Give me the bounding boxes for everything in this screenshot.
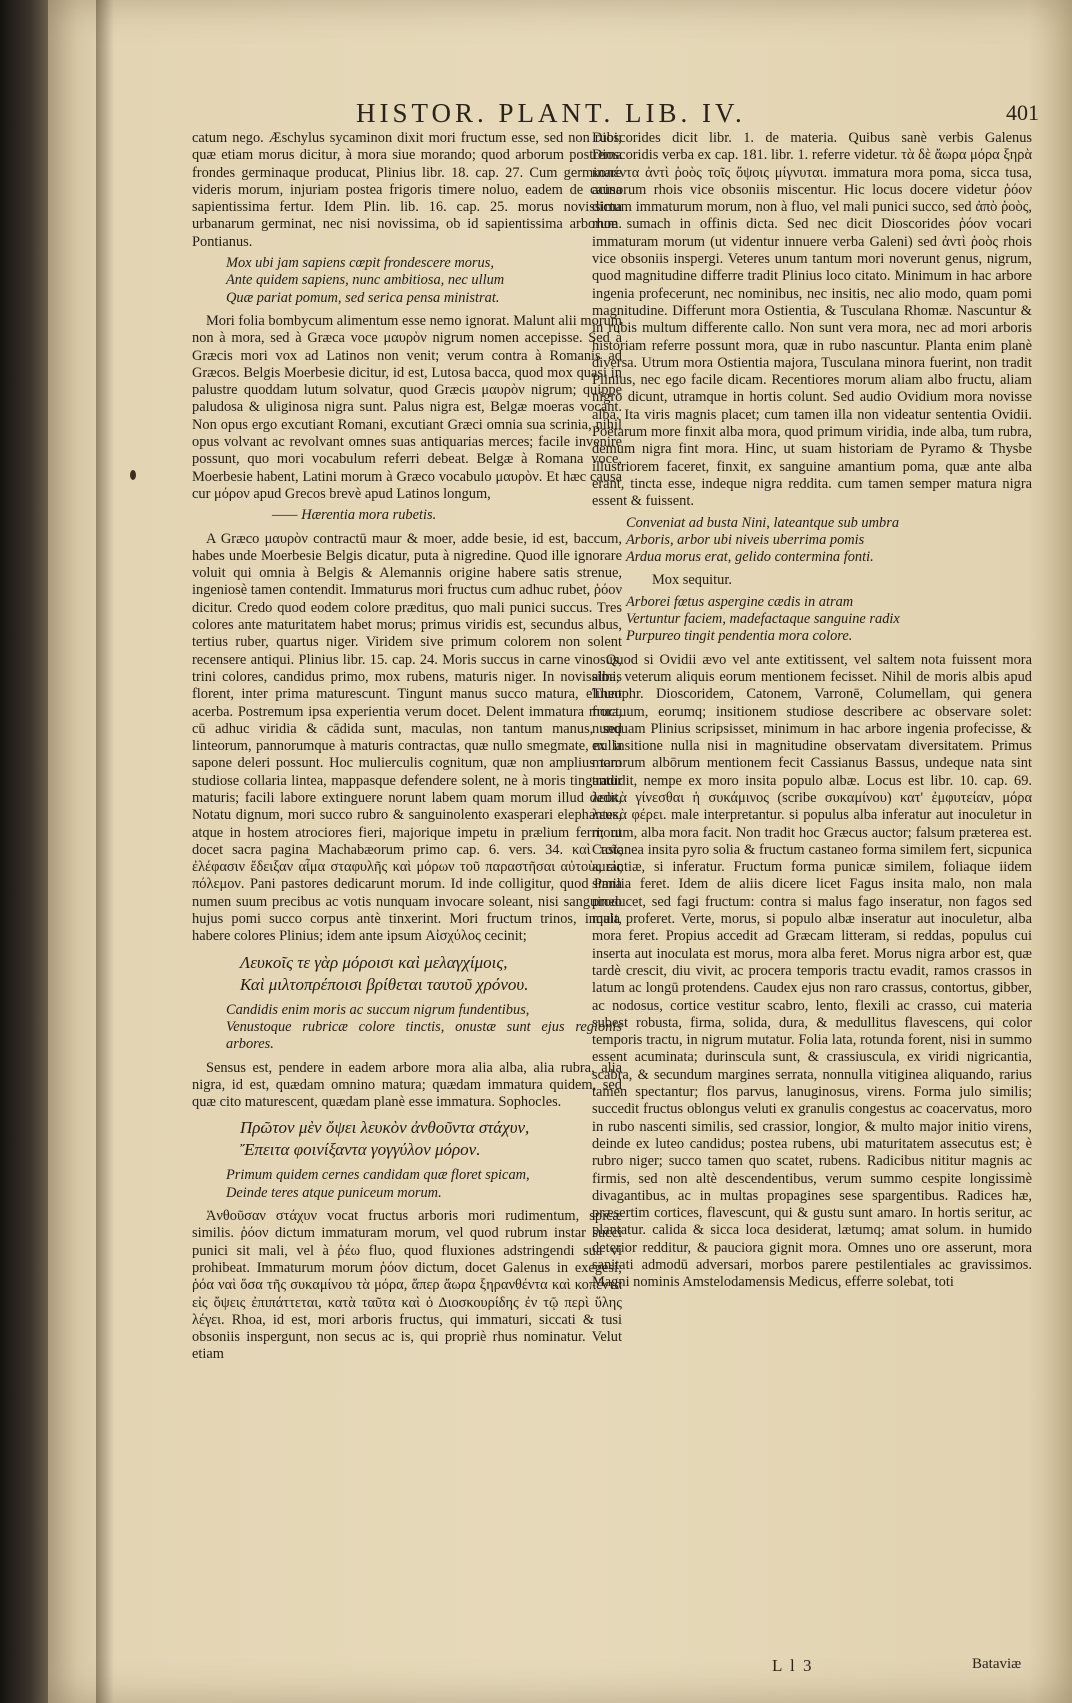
book-spine-edge	[0, 0, 48, 1703]
verse-block	[226, 255, 622, 307]
verse-line: Venustoque rubricæ colore tinctis, onustæ sunt ejus regionis arbores.	[226, 1018, 622, 1053]
verse-block	[626, 515, 1032, 567]
book-page	[48, 0, 1072, 1703]
right-text-column	[592, 130, 1032, 1296]
verse-line: Πρῶτον μὲν ὄψει λευκὸν ἀνθοῦντα στάχυν,	[240, 1118, 530, 1138]
verse-line: Arboris, arbor ubi niveis uberrima pomis	[626, 531, 865, 548]
verse-line: Deinde teres atque puniceum morum.	[226, 1184, 442, 1201]
verse-line: Ante quidem sapiens, nunc ambitiosa, nec ullum	[226, 272, 505, 289]
paragraph: Ἀνθοῦσαν στάχυν vocat fructus arboris mori rudimentum, spicæ similis. ῥόον dictum immaturam morum, vel quod rubrum instar succi punici sit mali, vel à ῥέω fluo, quod fluxiones adstringendi sua vi prohibeat. Immaturum morum ῥόον dictum, docet Galenus in exegesi; ῥόα ναὶ ὅσα τῆς συκαμίνου τὰ μόρα, ἅπερ ἄωρα ξηρανθέντα καὶ κοπέντα εἰς ὄψεις ἐπιπάττεται, κατὰ ταῦτα καὶ ὁ Διοσκουρίδης ἐν τῷ περὶ ὕλης λέγει. Rhoa, id est, mori arboris fructus, qui immaturi, siccati & tusi obsoniis inspergunt, non secus ac is, qui propriè rhus nominatur. Velut etiam	[192, 1208, 622, 1363]
verse-block	[626, 594, 1032, 646]
signature-mark: L l 3	[772, 1656, 814, 1675]
verse-line: Arborei fœtus aspergine cædis in atram	[626, 593, 854, 610]
verse-line: Λευκοῖς τε γὰρ μόροισι καὶ μελαγχίμοις,	[240, 952, 508, 972]
verse-block	[226, 1002, 622, 1054]
verse-line: —— Hærentia mora rubetis.	[272, 507, 437, 524]
verse-line: Conveniat ad busta Nini, lateantque sub umbra	[626, 514, 900, 531]
catchword: Bataviæ	[972, 1656, 1022, 1672]
paragraph: Quod si Ovidii ævo vel ante extitissent, vel saltem nota fuissent mora alba, veterum aliquis eorum mentionem fecisset. Nihil de moris albis apud Theophr. Dioscoridem, Catonem, Varronē, Columellam, qui genera fructuum, eorumq; insitionem studiose describere ac observare solet: nunquam Plinius scripsisset, minimum in hac arbore ingenia profecisse, & ex insitione nulla nisi in magnitudine observatam diversitatem. Primus mororum albōrum mentionem fecit Cassianus Bassus, undeque nata sint tradidit, nempe ex moro insita populo albæ. Locus est libr. 10. cap. 69. λευκὰ γίνεσθαι ἡ συκάμινος (scribe συκαμίνου) κατ' ἐμφυτείαν, μόρα λευκὰ φέρει. male interpretantur. si populus alba inferatur aut inoculetur in morum, alba mora facit. Non tradit hoc Græcus auctor; falsum præterea est. Castanea insita pyro solia & fructum castaneo forma similem fert, sicpunica aurantiæ, si inferatur. Fructum forma punicæ similem, foliaque iidem similia feret. Idem de aliis dicere licet Fagus insita malo, non mala producet, sed fagi fructum: contra si malus fago inseratur, non fagos sed mala proferet. Verte, morus, si populo albæ inseratur aut inoculetur, alba mora feret. Propius accedit ad Græcam litteram, si reddas, populus cui inserta aut inoculata est morus, mora alba feret. Morus nigra arbor est, quæ tardè crescit, diu vivit, ac procera temporis tractu evadit, ramos crassos in latum ac longū protendens. Caudex ejus non raro crassus, contortus, gibber, ac nodosus, cortice vestitur scabro, lento, flexili ac crasso, cui materia subest robusta, firma, solida, dura, & medullitus flavescens, qui color temporis tractu, in nigrum mutatur. Folia lata, rotunda forent, nisi in summo essent acuminata; durinscula sunt, & crassiuscula, ex viridi nigricantia, scabra, & secundum margines serrata, nonnulla vitiginea aliquando, rarius tamen spectantur; flos parvus, lanuginosus, virens. Forma julo similis; succedit fructus oblongus veluti ex granulis congestus ac coacervatus, moro in rubo nascenti similis, sed crassior, longior, & multo major initio virens, deinde ex luteo candidus; postea rubens, ubi maturitatem assecutus est; è rubro niger; succo tamen quo scatet, rubens. Radicibus nititur magnis ac firmis, sed non altè descendentibus, verum summo cespite longissimè divagantibus, ac in multas propagines sese spargentibus. Radices hæ, præsertim cortices, flavescunt, qui & gustu sunt amaro. In hortis seritur, ac plantatur. calida & sicca loca desiderat, lætumq; amat solum. in humido deterior redditur, & pauciora gignit mora. Omnes uno ore asserunt, mora sanitati admodū adversari, morbos parere pestilentiales ac gravissimos. Magni nominis Amstelodamensis Medicus, efferre solebat, toti	[592, 651, 1032, 1291]
left-text-column	[192, 130, 622, 1368]
verse-line: Primum quidem cernes candidam quæ floret spicam,	[226, 1167, 530, 1184]
greek-verse-block	[240, 952, 622, 996]
verse-line: Ἔπειτα φοινίξαντα γογγύλον μόρον.	[240, 1140, 481, 1160]
greek-verse-block	[240, 1117, 622, 1161]
paragraph: Mori folia bombycum alimentum esse nemo ignorat. Malunt alii morum non à mora, sed à Græca voce μαυρὸν nigrum nomen accepisse. Sed à Græcis mori vox ad Latinos non venit; verum contra à Romanis ad Græcos. Belgis Moerbesie dicitur, id est, Lutosa bacca, quod mox quasi in palustre quoddam lutum solvatur, quod Græcis μαυρὸν nigrum; quippe paludosa & uliginosa nigra sunt. Palus nigra est, Belgæ moeras vocant. Non opus ergo excutiant Romani, excutiant Græci omnia sua scrinia, nihil opus volvant ac revolvant omnes suas antiquarias merces; facile invenire possunt, quo mori vocabulum referri debeat. Belgæ à Romana voce, Moerbesie habent, Latini morum à Græco vocabulo μαυρὸν. Et hæc causa cur μόρον apud Grecos brevè apud Latinos longum,	[192, 312, 622, 502]
verse-line: Καὶ μιλτοπρέποισι βρίθεται ταυτοῦ χρόνου.	[240, 974, 529, 994]
paragraph: catum nego. Æschylus sycaminon dixit mori fructum esse, sed non rubi; quæ etiam morus dicitur, à mora siue morando; quod arborum postrema frondes germinaque producat, Plinius libr. 18. cap. 27. Cum germinare videris morum, injuriam postea frigoris timere noluo, eadem de causa sapientissima fertur. Idem Plin. lib. 16. cap. 25. morus novissima urbanarum germinat, nec nisi novissima, ob id sapientissima arborum. Pontianus.	[192, 130, 622, 250]
running-title: HISTOR. PLANT. LIB. IV.	[356, 98, 746, 128]
page-number: 401	[1006, 100, 1039, 125]
verse-line: Candidis enim moris ac succum nigrum fundentibus,	[226, 1001, 530, 1018]
verse-line: Ardua morus erat, gelido contermina fonti.	[626, 549, 874, 566]
verse-line: Vertuntur faciem, madefactaque sanguine radix	[626, 611, 900, 628]
page-gutter-shadow	[96, 0, 114, 1703]
paragraph: Dioscorides dicit libr. 1. de materia. Quibus sanè verbis Galenus Dioscoridis verba ex cap. 181. libr. 1. referre videtur. τὰ δὲ ἄωρα μόρα ξηρὰ κοπέντα ἀντὶ ῥοὸς τοῖς ὄψοις μίγνυται. immatura mora poma, sicca tusa, acinorum rhois vice obsoniis miscentur. Hic locus docere videtur ῥόον dictum immaturum morum, non à fluo, vel mali punici succo, sed ἀπὸ ῥοὸς, rhoe sumach in offinis dicta. Sed nec dicit Dioscorides ῥόον vocari immaturam morum (ut videntur innuere verba Galeni) sed ἀντὶ ῥοὸς rhois vice obsoniis inspergi. Veteres unum tantum mori noverunt genus, nigrum, quod magnitudine differre tradit Plinius loco citato. Minimum in hac arbore ingenia profecerunt, nec nominibus, nec insitis, nec alio modo, quam pomi magnitudine. Differunt mora Ostientia, & Tusculana Rhomæ. Nascuntur & in rubis multum differente callo. Non sunt vera mora, nec ad mori arboris historiam referre possunt mora, quæ in rubo nascuntur. Planta enim planè diversa. Utrum mora Ostientia majora, Tusculana minora fuerint, non tradit Plinius, nec ego facile dicam. Recentiores morum aliam albo fructu, aliam nigro dicunt, utramque in hortis colunt. Sed audio Ovidium mora novisse alba. Ita viris magnis placet; cum tamen illa non videatur sententia Ovidii. Poëtarum more finxit alba mora, quod primum viridia, inde alba, tum rubra, demum nigra fint mora. Hinc, ut suam historiam de Pyramo & Thysbe illustriorem faceret, finxit, ex sanguine amantium poma, quæ ante alba erant, tincta esse, indeque nigra reddita. cum tamen semper matura nigra essent & fuissent.	[592, 130, 1032, 510]
paper-blemish	[130, 470, 136, 480]
paragraph: Sensus est, pendere in eadem arbore mora alia alba, alia rubra, alia nigra, id est, quædam omnino matura; quædam immatura quidem, sed quæ cito maturescent, quædam planè esse immatura. Sophocles.	[192, 1059, 622, 1111]
verse-intro: Mox sequitur.	[652, 572, 732, 589]
verse-line: Purpureo tingit pendentia mora colore.	[626, 628, 853, 645]
verse-block	[226, 1167, 622, 1202]
verse-line: Mox ubi jam sapiens cœpit frondescere morus,	[226, 255, 494, 272]
paragraph: A Græco μαυρὸν contractū maur & moer, adde besie, id est, baccum, habes unde Moerbesie Belgis dicatur, puta à nigredine. Quod ille ignorare voluit qui omnia à Belgis & Alemannis origine habere satis strenue, ingeniosè tamen contendit. Immaturus mori fructus cum adhuc rubet, ῥόον dicitur. Credo quod eodem colore præditus, quo mali punici succus. Tres colores ante maturitatem habet morus; primus viridis est, secundus albus, tertius ruber, quartus niger. Viridem sive primum colorem non solent recensere antiqui. Plinius libr. 15. cap. 24. Moris succus in carne vinosus, trini colores, candidus primo, mox rubens, maturis niger. In novissimis florent, inter prima maturescunt. Tingunt manus succo matura, eluunt acerba. Postremum ipsa experientia verum docet. Delent immatura mora, cū adhuc viridia & cādida sunt, maculas, non tantum manus, sed linteorum, pannorumque à maturis contractas, quæ nullo smegmate, nulla sapone deleri possunt. Hoc mulierculis cognitum, quæ non amplius tam studiose collaria lintea, mappasque defendere solent, ne à moris tingantur maturis; facili labore extinguere norunt labem quam morum illud dedit, Notatu dignum, mori succo rubro & sanguinolento exasperari elephantes, atque in hostem atrociores fieri, majorique impetu in prælium ferri; ut docet sacra pagina Machabæorum primo cap. 6. vers. 34. καὶ τοῖς ἐλέφασιν ἔδειξαν αἷμα σταφυλῆς καὶ μόρων τοῦ παραστῆσαι αὐτοὺς εἰς πόλεμον. Pani pastores dedicarunt morum. Id inde colligitur, quod Pana numen suum precibus ac votis nunquam invocare soleant, nisi sanguineo hujus pomi succo corpus antè tinxerint. Mori fructum trinos, inquit, habere colores Plinius; idem ante ipsum Αἰσχύλος cecinit;	[192, 530, 622, 945]
verse-line: Quæ pariat pomum, sed serica pensa ministrat.	[226, 289, 500, 306]
